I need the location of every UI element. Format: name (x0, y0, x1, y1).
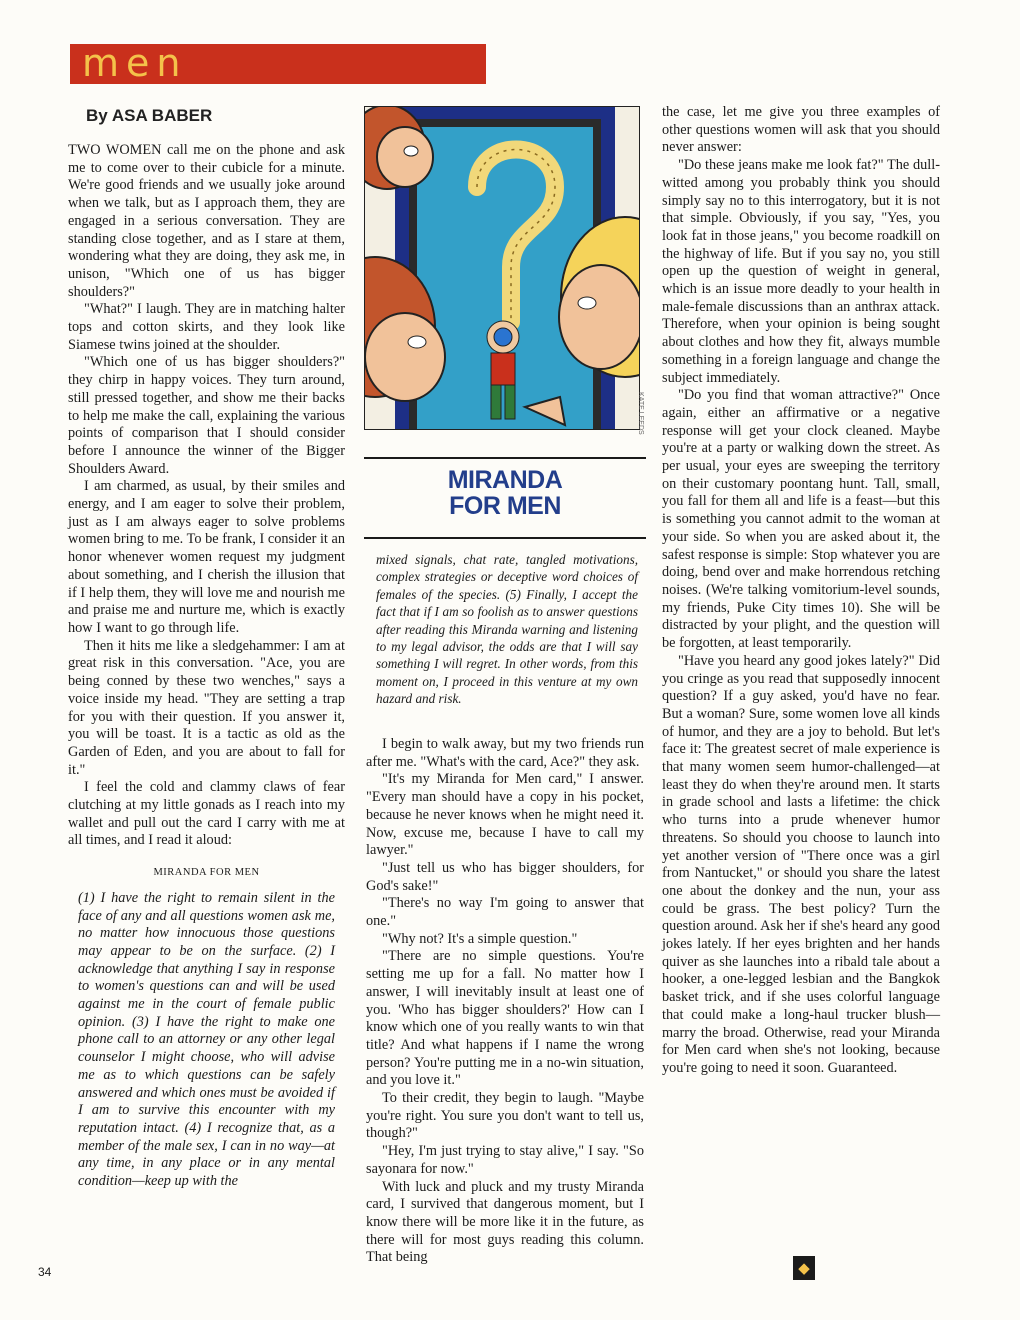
page-number: 34 (38, 1265, 52, 1279)
illustration-art (365, 107, 639, 429)
lead-in: TWO WOMEN (68, 142, 162, 158)
illustration (364, 106, 640, 430)
divider-top (364, 457, 646, 459)
paragraph: "Hey, I'm just trying to stay alive," I say. "So sayonara for now." (366, 1143, 644, 1177)
headline: MIRANDA FOR MEN (447, 466, 563, 520)
paragraph: "Do these jeans make me look fat?" The dull-witted among you probably think you should simply say no to this interrogatory, but it is not that simple. Obviously, if you say, "Yes, you look fat in those jeans," you become roadkill on the highway of life. But if you say no, you still open up the question of weight in general, which is an issue more deadly to your health in male-female discussions than an anthrax attack. Therefore, when your opinion is being sought about clothes and how they fit, always mumble something in a foreign language and change the subject immediately. (662, 157, 940, 386)
paragraph: "Why not? It's a simple question." (382, 930, 578, 947)
column-1 (68, 142, 345, 1191)
bunny-logo-icon: ◆ (793, 1256, 815, 1280)
divider-bottom (364, 537, 646, 539)
paragraph: I am charmed, as usual, by their smiles and energy, and I am eager to solve their problem, just as I am always eager to solve problems women bring to me. To be frank, I consider it an honor whenever women request my judgment about something, and I cherish the illusion that if I help them, they will love me and nourish me and praise me and nurture me, which is exactly how I want to go through life. (68, 478, 345, 636)
byline: By ASA BABER (86, 106, 213, 125)
section-banner (70, 41, 486, 85)
card-text: (1) I have the right to remain silent in the face of any and all questions women ask me, no matter how innocuous those questions may appear to be on the surface. (2) I acknowledge that anything I say in response to women's questions can and will be used against me in the court of female public opinion. (3) I have the right to make one phone call to an attorney or any other legal counselor I might choose, who will advise me as to which questions can be safely answered and which ones must be avoided if I am to survive this encounter with my reputation intact. (4) I recognize that, as a member of the male sex, I can in no way—at any time, in any place or in any mental condition—keep up with the (78, 889, 335, 1190)
column-3 (662, 104, 940, 1078)
photo-credit: KATE LEEDS (637, 392, 644, 435)
paragraph: "There are no simple questions. You're setting me up for a fall. No matter how I answer, I will inevitably insult at least one of you. 'Who has bigger shoulders?' How can I know which one of you really wants to win that title? And what happens if I name the wrong person? You're putting me in a no-win situation, and you love it." (366, 948, 644, 1089)
paragraph: "Which one of us has bigger shoulders?" they chirp in happy voices. They turn around, still pressed together, and show me their backs to help me make the call, explaining the various points of comparison that I should consider before I announce the winner of the Bigger Shoulders Award. (68, 354, 345, 477)
paragraph: "There's no way I'm going to answer that one." (366, 895, 644, 930)
paragraph: I begin to walk away, but my two friends run after me. "What's with the card, Ace?" they ask. (366, 736, 644, 770)
paragraph: the case, let me give you three examples of other questions women will ask that you should never answer: (662, 104, 940, 156)
paragraph: "Just tell us who has bigger shoulders, for God's sake!" (366, 859, 644, 894)
paragraph: To their credit, they begin to laugh. "Maybe you're right. You sure you don't want to tell us, though?" (366, 1090, 644, 1142)
paragraph: "What?" I laugh. They are in matching halter tops and cotton skirts, and they look like Siamese twins joined at the shoulder. (68, 301, 345, 353)
paragraph: TWO WOMEN call me on the phone and ask me to come over to their cubicle for a minute. We're good friends and we usually joke around when we talk, but as I approach them, they are engaged in a serious conversation. They are standing close together, and as I stare at them, wondering what they are doing, they ask me, in unison, "Which one of us has bigger shoulders?" (68, 142, 345, 300)
paragraph: I feel the cold and clammy claws of fear clutching at my little gonads as I reach into my wallet and pull out the card I carry with me at all times, and I read it aloud: (68, 779, 345, 849)
paragraph: "Have you heard any good jokes lately?" Did you cringe as you read that supposedly innocent question? If a guy asked, you'd have no fear. But a woman? Sure, some women love all kinds of humor, and they are a joy to behold. But let's face it: The greatest secret of male experience is that many women seem humor-challenged—at least they do when they're around men. It starts in grade school and lasts a lifetime: the chick who turns into a prude whenever humor threatens. So should you choose to launch into yet another version of "There once was a girl from Nantucket," or should you share the latest one about the donkey and the nun, your ass could be grass. The best policy? Turn the question around. Ask her if she's heard any good jokes lately. If her eyes brighten and her hands quiver as she launches into a ribald tale about a hooker, a one-legged lesbian and the Bangkok basket trick, and if she uses colorful language that could make a long-haul trucker blush—marry the broad. Otherwise, read your Miranda for Men card when she's not looking, because you're going to need it soon. Guaranteed. (662, 652, 940, 1076)
paragraph: With luck and pluck and my trusty Miranda card, I survived that dangerous moment, but I know there will be more like it in the future, as there will for most guys reading this column. That being (366, 1178, 644, 1266)
section-title: men (82, 41, 188, 85)
paragraph: "Do you find that woman attractive?" Once again, either an affirmative or a negative response will get your clock cleaned. Maybe you're at a party or walking down the street. As per usual, your eyes are sweeping the territory on their customary poontang hunt. Tall, small, you fall for them all and life is a feast—but this is something you cannot admit to the woman at your side. So when you are asked about it, the safest response is simple: Stop whatever you are doing, bend over and make horrendous retching noises. (We're talking vomitorium-level sounds, my friends, Puke City times 10). She will be distracted by your plight, and the question will be forgotten, at least temporarily. (662, 387, 940, 652)
paragraph: Then it hits me like a sledgehammer: I am at great risk in this conversation. "Ace, you are being conned by these two wenches," says a voice inside my head. "They are setting a trap for you with their question. If you answer it, you will be toast. It is a tactic as old as the Garden of Eden, and you are about to fall for it." (68, 637, 345, 778)
card-title: MIRANDA FOR MEN (153, 867, 260, 879)
card-text-continued: mixed signals, chat rate, tangled motivations, complex strategies or deceptive word choices of females of the species. (5) Finally, I accept the fact that if I am so foolish as to answer questions after reading this Miranda warning and listening to my legal advisor, the odds are that I will say something I will regret. In other words, from this moment on, I proceed in this venture at my own hazard and risk. (376, 552, 638, 707)
column-2 (366, 736, 644, 1267)
paragraph: "It's my Miranda for Men card," I answer. "Every man should have a copy in his pocket, because he never knows when he might need it. Now, excuse me, because I have to call my lawyer." (366, 771, 644, 859)
